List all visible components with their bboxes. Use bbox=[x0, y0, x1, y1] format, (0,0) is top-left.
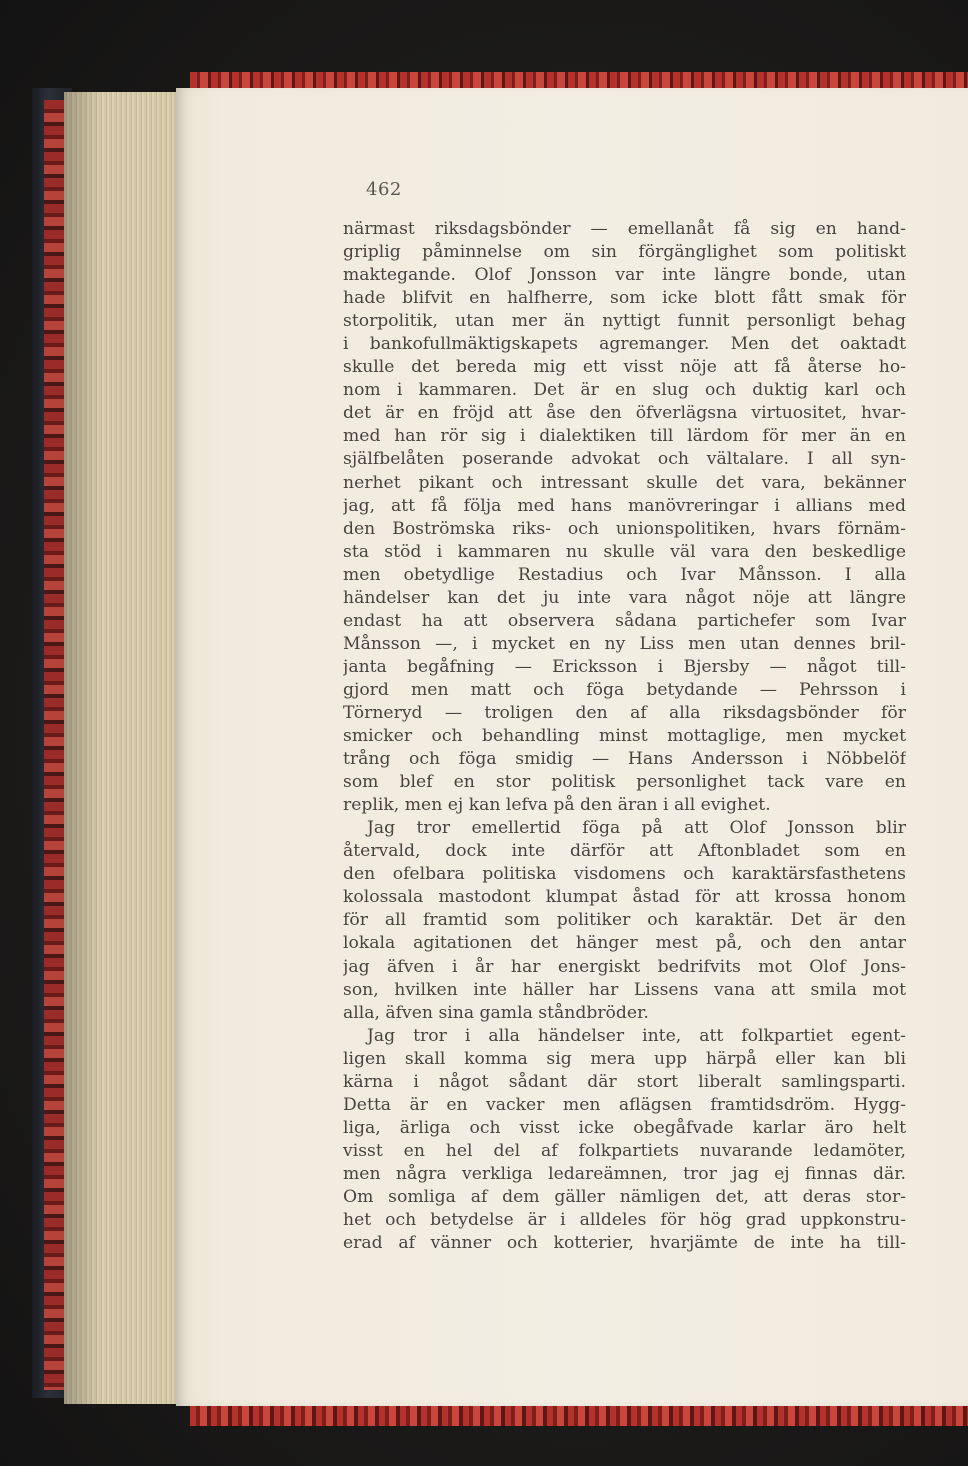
page-stack-shadow bbox=[64, 92, 190, 1404]
text-line: ligen skall komma sig mera upp härpå eller kan bli bbox=[343, 1048, 906, 1069]
text-line: replik, men ej kan lefva på den äran i all evighet. bbox=[343, 795, 771, 816]
text-line: alla, äfven sina gamla ståndbröder. bbox=[343, 1002, 649, 1023]
text-line: jag, att få följa med hans manövreringar i allians med bbox=[343, 495, 906, 516]
text-line: erad af vänner och kotterier, hvarjämte de inte ha till- bbox=[343, 1233, 906, 1254]
text-line: nom i kammaren. Det är en slug och duktig karl och bbox=[343, 380, 906, 401]
text-line: med han rör sig i dialektiken till lärdom för mer än en bbox=[343, 426, 906, 447]
text-line: det är en fröjd att åse den öfverlägsna virtuositet, hvar- bbox=[343, 403, 906, 424]
text-line: griplig påminnelse om sin förgänglighet som politiskt bbox=[343, 242, 906, 263]
text-line: i bankofullmäktigskapets agremanger. Men det oaktadt bbox=[343, 334, 906, 355]
text-line: för all framtid som politiker och karaktär. Det är den bbox=[343, 910, 906, 931]
text-line: kärna i något sådant där stort liberalt samlingsparti. bbox=[343, 1071, 906, 1092]
text-line: den Boströmska riks- och unionspolitiken, hvars förnäm- bbox=[343, 518, 906, 539]
text-line: Jag tror i alla händelser inte, att folkpartiet egent- bbox=[367, 1025, 906, 1046]
text-line: Om somliga af dem gäller nämligen det, att deras stor- bbox=[343, 1186, 906, 1207]
page-number: 462 bbox=[366, 179, 402, 200]
text-line: endast ha att observera sådana partichefer som Ivar bbox=[343, 610, 906, 631]
text-line: storpolitik, utan mer än nyttigt funnit personligt behag bbox=[343, 311, 906, 332]
text-line: liga, ärliga och visst icke obegåfvade karlar äro helt bbox=[343, 1117, 906, 1138]
text-line: skulle det bereda mig ett visst nöje att få återse ho- bbox=[343, 357, 906, 378]
text-line: hade blifvit en halfherre, som icke blott fått smak för bbox=[343, 288, 906, 309]
text-line: gjord men matt och föga betydande — Pehrsson i bbox=[343, 679, 906, 700]
text-line: maktegande. Olof Jonsson var inte längre bonde, utan bbox=[343, 265, 906, 286]
text-line: janta begåfning — Ericksson i Bjersby — något till- bbox=[343, 656, 906, 677]
text-line: visst en hel del af folkpartiets nuvarande ledamöter, bbox=[343, 1140, 906, 1161]
text-line: återvald, dock inte därför att Aftonbladet som en bbox=[343, 841, 906, 862]
text-line: Jag tror emellertid föga på att Olof Jonsson blir bbox=[367, 818, 906, 839]
text-line: kolossala mastodont klumpat åstad för att krossa honom bbox=[343, 887, 906, 908]
text-line: trång och föga smidig — Hans Andersson i Nöbbelöf bbox=[343, 749, 906, 770]
text-line: smicker och behandling minst mottaglige, men mycket bbox=[343, 726, 906, 747]
text-line: själfbelåten poserande advokat och vältalare. I all syn- bbox=[343, 449, 906, 470]
text-line: Detta är en vacker men aflägsen framtidsdröm. Hygg- bbox=[343, 1094, 906, 1115]
text-line: son, hvilken inte häller har Lissens vana att smila mot bbox=[343, 979, 906, 1000]
text-line: den ofelbara politiska visdomens och karaktärsfasthetens bbox=[343, 864, 906, 885]
text-line: Törneryd — troligen den af alla riksdagsbönder för bbox=[343, 702, 906, 723]
text-line: närmast riksdagsbönder — emellanåt få sig en hand- bbox=[343, 219, 906, 239]
text-line: lokala agitationen det hänger mest på, och den antar bbox=[343, 933, 906, 954]
text-line: Månsson —, i mycket en ny Liss men utan dennes bril- bbox=[343, 633, 906, 654]
text-line: som blef en stor politisk personlighet tack vare en bbox=[343, 772, 906, 793]
text-line: het och betydelse är i alldeles för hög grad uppkonstru- bbox=[343, 1210, 906, 1231]
text-line: händelser kan det ju inte vara något nöje att längre bbox=[343, 587, 906, 608]
text-line: nerhet pikant och intressant skulle det vara, bekänner bbox=[343, 472, 906, 493]
text-line: sta stöd i kammaren nu skulle väl vara den beskedlige bbox=[343, 541, 906, 562]
text-line: jag äfven i år har energiskt bedrifvits mot Olof Jons- bbox=[343, 956, 906, 977]
page-text bbox=[343, 218, 906, 1255]
text-line: men obetydlige Restadius och Ivar Månsson. I alla bbox=[343, 564, 906, 585]
text-line: men några verkliga ledareämnen, tror jag ej finnas där. bbox=[343, 1163, 906, 1184]
